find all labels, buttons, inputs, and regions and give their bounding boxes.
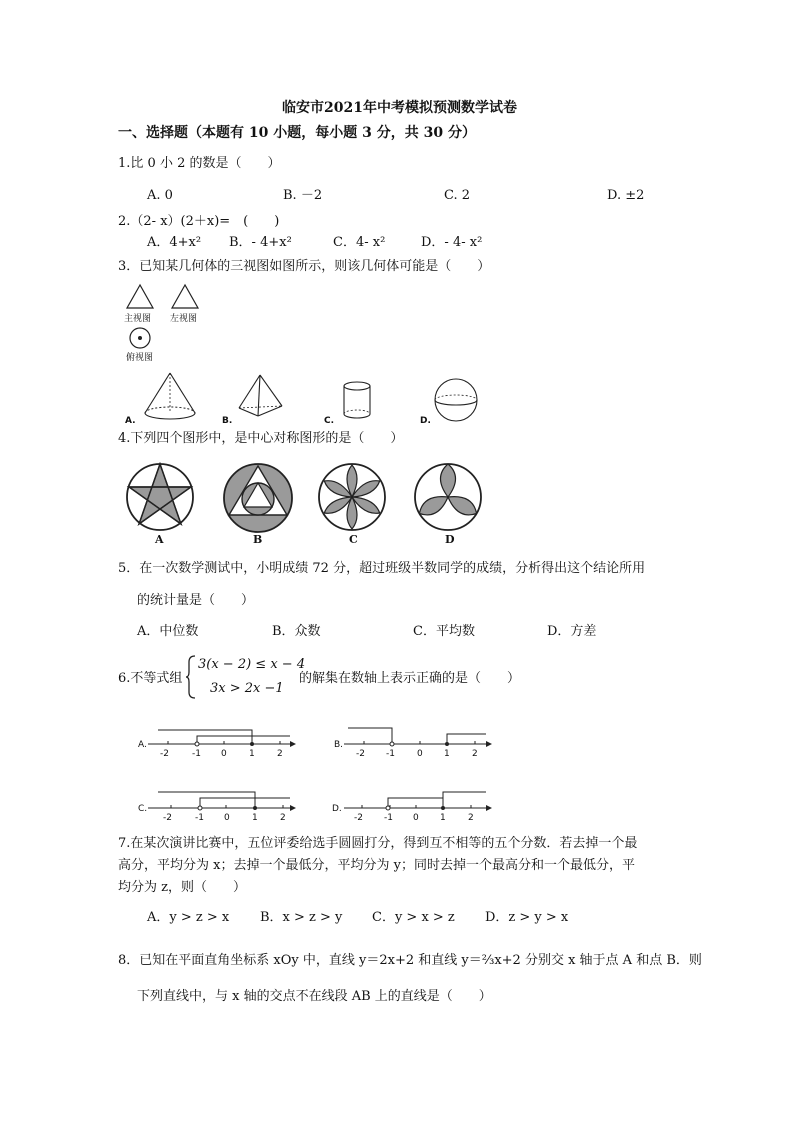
star-circle-figure (125, 462, 195, 532)
q5-option-c[interactable]: C．平均数 (413, 624, 475, 639)
question-7-line2: 高分，平均分为 x；去掉一个最低分，平均分为 y；同时去掉一个最高分和一个最低分，平 (118, 858, 635, 873)
q4-option-b[interactable]: B (253, 533, 263, 546)
tick-label: -1 (384, 813, 393, 823)
triangle-circle-figure (222, 462, 294, 534)
tick-label: 2 (472, 749, 478, 759)
tick-label: -2 (163, 813, 172, 823)
q5-option-a[interactable]: A．中位数 (137, 624, 199, 639)
q7-option-a[interactable]: A．y > z > x (147, 910, 230, 925)
number-line-d-label[interactable]: D. (332, 804, 342, 814)
q1-option-a[interactable]: A. 0 (147, 188, 173, 203)
sphere-icon (432, 377, 482, 425)
question-4-stem: 4.下列四个图形中，是中心对称图形的是（ ） (118, 431, 404, 446)
pyramid-icon (236, 372, 286, 422)
number-line-a-label[interactable]: A. (138, 740, 147, 750)
q5-option-d[interactable]: D．方差 (547, 624, 597, 639)
q1-option-d[interactable]: D. ±2 (607, 188, 645, 203)
number-line-c-label[interactable]: C. (138, 804, 148, 814)
q3-option-a[interactable]: A. (125, 416, 136, 426)
number-line-b-label[interactable]: B. (334, 740, 344, 750)
tick-label: -1 (192, 749, 201, 759)
q3-option-d[interactable]: D. (420, 416, 431, 426)
q2-option-a[interactable]: A．4+x² (147, 235, 202, 250)
tick-label: 0 (224, 813, 230, 823)
tick-label: -2 (160, 749, 169, 759)
tick-label: 2 (280, 813, 286, 823)
top-view-label: 俯视图 (126, 353, 154, 363)
brace-icon (185, 654, 197, 700)
tick-label: 1 (252, 813, 258, 823)
q4-option-c[interactable]: C (349, 533, 358, 546)
q2-option-b[interactable]: B．- 4+x² (229, 235, 292, 250)
front-view-label: 主视图 (124, 314, 152, 324)
q7-option-c[interactable]: C．y > x > z (372, 910, 455, 925)
q4-option-d[interactable]: D (445, 533, 455, 546)
tick-label: -2 (354, 813, 363, 823)
question-3-stem: 3．已知某几何体的三视图如图所示，则该几何体可能是（ ） (118, 259, 491, 274)
three-petal-figure (413, 462, 483, 532)
six-petal-figure (317, 462, 387, 532)
q3-option-c[interactable]: C. (324, 416, 335, 426)
tick-label: 1 (444, 749, 450, 759)
section-heading: 一、选择题（本题有 10 小题，每小题 3 分，共 30 分） (118, 125, 476, 141)
q3-option-b[interactable]: B. (222, 416, 233, 426)
tick-label: 0 (221, 749, 227, 759)
inequality-2: 3x > 2x −1 (210, 681, 284, 696)
q2-option-d[interactable]: D．- 4- x² (421, 235, 483, 250)
question-7-line1: 7.在某次演讲比赛中，五位评委给选手圆圆打分，得到互不相等的五个分数．若去掉一个最 (118, 836, 638, 851)
question-6-prefix: 6.不等式组 (118, 671, 183, 686)
question-7-line3: 均分为 z，则（ ） (118, 880, 246, 895)
question-2-stem: 2.（2- x）(2＋x)= ( ) (118, 214, 280, 229)
side-view-label: 左视图 (170, 314, 198, 324)
q7-option-b[interactable]: B．x > z > y (260, 910, 343, 925)
tick-label: 0 (413, 813, 419, 823)
tick-label: 1 (249, 749, 255, 759)
tick-label: 0 (417, 749, 423, 759)
q5-option-b[interactable]: B．众数 (272, 624, 321, 639)
question-5-stem-line2: 的统计量是（ ） (137, 593, 255, 608)
question-6-suffix: 的解集在数轴上表示正确的是（ ） (299, 671, 521, 686)
tick-label: -2 (356, 749, 365, 759)
q2-option-c[interactable]: C．4- x² (333, 235, 386, 250)
q4-option-a[interactable]: A (155, 533, 164, 546)
paper-title: 临安市2021年中考模拟预测数学试卷 (282, 100, 517, 116)
q1-option-b[interactable]: B. －2 (283, 188, 323, 203)
q1-option-c[interactable]: C. 2 (444, 188, 471, 203)
question-8-line2: 下列直线中，与 x 轴的交点不在线段 AB 上的直线是（ ） (137, 989, 492, 1004)
tick-label: 2 (468, 813, 474, 823)
tick-label: 2 (277, 749, 283, 759)
question-8-line1: 8．已知在平面直角坐标系 xOy 中，直线 y＝2x+2 和直线 y＝⅔x+2 分别交 x 轴于点 A 和点 B．则 (118, 953, 702, 968)
tick-label: -1 (386, 749, 395, 759)
tick-label: 1 (440, 813, 446, 823)
q7-option-d[interactable]: D．z > y > x (485, 910, 569, 925)
question-5-stem-line1: 5．在一次数学测试中，小明成绩 72 分，超过班级半数同学的成绩，分析得出这个结论所用 (118, 561, 646, 576)
inequality-1: 3(x − 2) ≤ x − 4 (198, 657, 306, 672)
cylinder-icon (340, 380, 375, 422)
cone-icon (140, 370, 200, 425)
question-1-stem: 1.比 0 小 2 的数是（ ） (118, 156, 281, 171)
tick-label: -1 (195, 813, 204, 823)
